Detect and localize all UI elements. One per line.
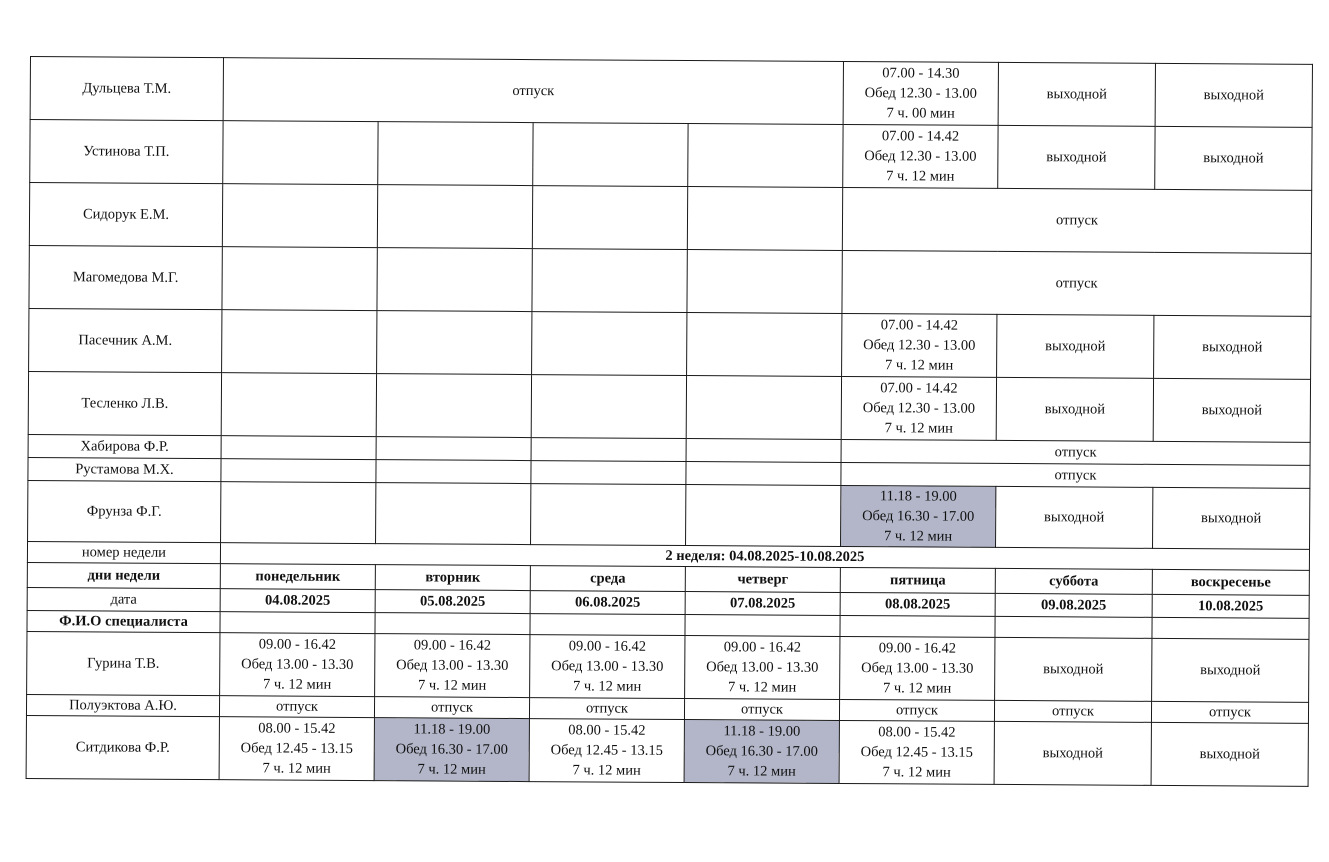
- employee-name: Полуэктова А.Ю.: [26, 694, 219, 716]
- empty-cell: [686, 376, 841, 440]
- day-off-cell: выходной: [1154, 315, 1311, 379]
- week-title: 2 неделя: 04.08.2025-10.08.2025: [220, 543, 1309, 571]
- empty-cell: [533, 123, 688, 187]
- empty-cell: [1152, 617, 1309, 639]
- empty-cell: [376, 483, 531, 545]
- shift-cell: 09.00 - 16.42 Обед 13.00 - 13.30 7 ч. 12 мин: [220, 633, 375, 697]
- shift-cell: 09.00 - 16.42 Обед 13.00 - 13.30 7 ч. 12 мин: [530, 635, 685, 699]
- shift-cell: 09.00 - 16.42 Обед 13.00 - 13.30 7 ч. 12 мин: [840, 636, 995, 700]
- empty-cell: [375, 613, 530, 635]
- day-header: суббота: [995, 568, 1152, 594]
- empty-cell: [686, 439, 841, 463]
- shift-cell: 08.00 - 15.42 Обед 12.45 - 13.15 7 ч. 12 мин: [219, 717, 374, 781]
- empty-cell: [223, 121, 378, 185]
- table-row: [29, 308, 1311, 379]
- employee-name: Магомедова М.Г.: [29, 245, 222, 309]
- vacation-cell: отпуск: [529, 698, 684, 720]
- date-header: 09.08.2025: [995, 593, 1152, 617]
- table-row: [29, 245, 1311, 316]
- day-off-cell: выходной: [1153, 378, 1310, 442]
- empty-cell: [532, 312, 687, 376]
- empty-cell: [221, 373, 376, 437]
- vacation-cell: отпуск: [839, 699, 994, 721]
- shift-cell: 09.00 - 16.42 Обед 13.00 - 13.30 7 ч. 12 мин: [685, 636, 840, 700]
- day-header: понедельник: [220, 564, 375, 590]
- date-header: 08.08.2025: [840, 592, 995, 616]
- fio-label: Ф.И.О специалиста: [27, 610, 220, 632]
- empty-cell: [376, 374, 531, 438]
- employee-name: Рустамова М.Х.: [28, 457, 221, 481]
- table-row: [30, 57, 1312, 128]
- shift-cell: 07.00 - 14.42 Обед 12.30 - 13.00 7 ч. 12 мин: [843, 124, 998, 188]
- date-header: 05.08.2025: [375, 590, 530, 614]
- employee-name: Дульцева Т.М.: [30, 57, 223, 121]
- empty-cell: [376, 460, 531, 484]
- shift-cell-highlighted: 11.18 - 19.00 Обед 16.30 - 17.00 7 ч. 12 мин: [684, 720, 839, 784]
- day-header: четверг: [685, 567, 840, 593]
- day-header: пятница: [840, 567, 995, 593]
- empty-cell: [222, 184, 377, 248]
- empty-cell: [222, 247, 377, 311]
- empty-cell: [687, 313, 842, 377]
- empty-cell: [995, 616, 1152, 638]
- empty-cell: [377, 185, 532, 249]
- vacation-cell: отпуск: [842, 187, 1311, 253]
- date-header: 06.08.2025: [530, 591, 685, 615]
- shift-cell-highlighted: 11.18 - 19.00 Обед 16.30 - 17.00 7 ч. 12 мин: [841, 485, 996, 547]
- table-row: [29, 183, 1311, 254]
- shift-cell: 08.00 - 15.42 Обед 12.45 - 13.15 7 ч. 12 мин: [529, 719, 684, 783]
- date-header: 04.08.2025: [220, 589, 375, 613]
- empty-cell: [685, 615, 840, 637]
- table-row: [30, 120, 1312, 191]
- vacation-cell: отпуск: [841, 462, 1310, 488]
- shift-cell: 07.00 - 14.30 Обед 12.30 - 13.00 7 ч. 00 мин: [843, 61, 998, 125]
- day-off-cell: выходной: [1155, 126, 1312, 190]
- day-off-cell: выходной: [1155, 63, 1312, 127]
- schedule-table: [26, 56, 1313, 787]
- day-off-cell: выходной: [1152, 638, 1309, 702]
- day-off-cell: выходной: [997, 314, 1154, 378]
- employee-name: Ситдикова Ф.Р.: [26, 715, 219, 779]
- vacation-cell: отпуск: [219, 696, 374, 718]
- day-off-cell: выходной: [996, 486, 1153, 548]
- empty-cell: [222, 310, 377, 374]
- empty-cell: [377, 248, 532, 312]
- day-header: среда: [530, 566, 685, 592]
- vacation-cell: отпуск: [684, 699, 839, 721]
- employee-name: Фрунза Ф.Г.: [28, 480, 221, 542]
- vacation-cell: отпуск: [842, 250, 1311, 316]
- empty-cell: [687, 187, 842, 251]
- empty-cell: [376, 437, 531, 461]
- empty-cell: [688, 124, 843, 188]
- shift-cell: 07.00 - 14.42 Обед 12.30 - 13.00 7 ч. 12 мин: [841, 376, 996, 440]
- empty-cell: [686, 485, 841, 547]
- shift-cell: 07.00 - 14.42 Обед 12.30 - 13.00 7 ч. 12 мин: [842, 313, 997, 377]
- employee-name: Гурина Т.В.: [27, 631, 220, 695]
- day-off-cell: выходной: [1153, 487, 1310, 549]
- day-off-cell: выходной: [998, 62, 1155, 126]
- vacation-cell: отпуск: [1151, 701, 1308, 723]
- empty-cell: [221, 436, 376, 460]
- week-label: номер недели: [27, 541, 220, 563]
- empty-cell: [532, 249, 687, 313]
- day-off-cell: выходной: [1151, 722, 1308, 786]
- empty-cell: [531, 375, 686, 439]
- empty-cell: [220, 612, 375, 634]
- day-off-cell: выходной: [994, 721, 1151, 785]
- shift-cell-highlighted: 11.18 - 19.00 Обед 16.30 - 17.00 7 ч. 12 мин: [374, 718, 529, 782]
- table-row: [28, 371, 1310, 442]
- day-off-cell: выходной: [996, 377, 1153, 441]
- table-row: [27, 631, 1309, 702]
- empty-cell: [840, 615, 995, 637]
- empty-cell: [221, 459, 376, 483]
- employee-name: Хабирова Ф.Р.: [28, 434, 221, 458]
- empty-cell: [532, 186, 687, 250]
- table-row: [26, 715, 1308, 786]
- day-header: воскресенье: [1152, 569, 1309, 595]
- day-off-cell: выходной: [995, 637, 1152, 701]
- days-label: дни недели: [27, 562, 220, 588]
- date-header: 07.08.2025: [685, 592, 840, 616]
- day-off-cell: выходной: [998, 125, 1155, 189]
- empty-cell: [531, 484, 686, 546]
- empty-cell: [378, 122, 533, 186]
- empty-cell: [377, 311, 532, 375]
- empty-cell: [531, 438, 686, 462]
- vacation-cell: отпуск: [994, 700, 1151, 722]
- empty-cell: [686, 462, 841, 486]
- employee-name: Пасечник А.М.: [29, 308, 222, 372]
- vacation-cell: отпуск: [374, 697, 529, 719]
- table-row: [28, 480, 1310, 549]
- date-label: дата: [27, 587, 220, 611]
- empty-cell: [531, 461, 686, 485]
- empty-cell: [530, 614, 685, 636]
- date-header: 10.08.2025: [1152, 594, 1309, 618]
- employee-name: Устинова Т.П.: [30, 120, 223, 184]
- shift-cell: 09.00 - 16.42 Обед 13.00 - 13.30 7 ч. 12 мин: [375, 634, 530, 698]
- empty-cell: [687, 250, 842, 314]
- empty-cell: [221, 482, 376, 544]
- shift-cell: 08.00 - 15.42 Обед 12.45 - 13.15 7 ч. 12 мин: [839, 720, 994, 784]
- vacation-cell: отпуск: [841, 439, 1310, 465]
- day-header: вторник: [375, 565, 530, 591]
- employee-name: Сидорук Е.М.: [29, 183, 222, 247]
- employee-name: Тесленко Л.В.: [28, 371, 221, 435]
- vacation-cell: отпуск: [223, 58, 843, 125]
